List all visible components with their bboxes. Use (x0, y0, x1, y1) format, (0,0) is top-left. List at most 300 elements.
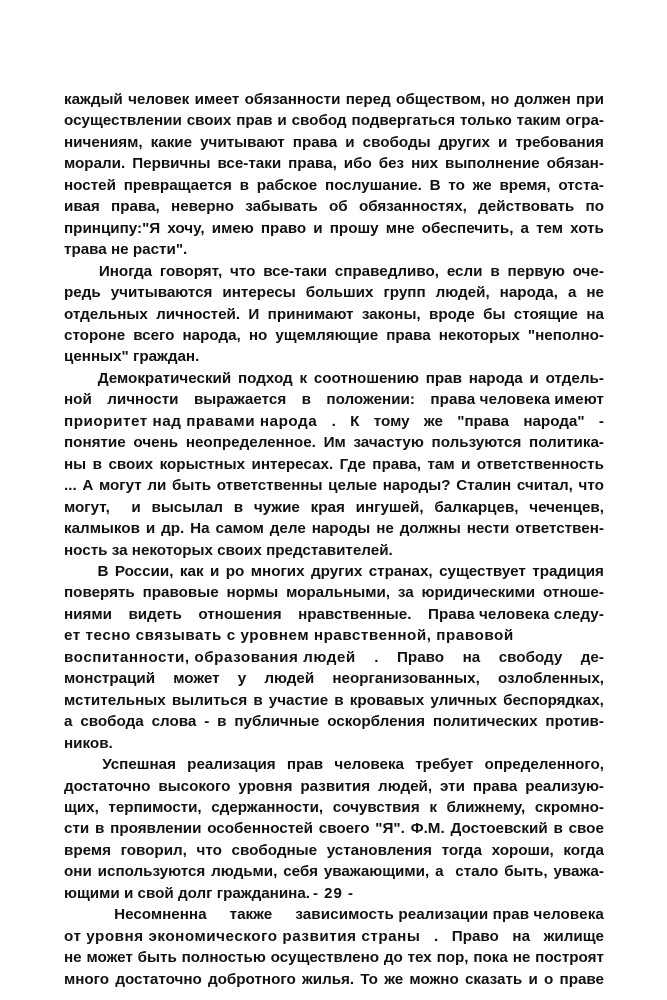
word: ностей (64, 176, 116, 194)
word: народы (311, 520, 371, 538)
word: России, (114, 562, 174, 580)
word: - (598, 412, 604, 430)
word: но (490, 91, 510, 108)
word: полностью (181, 949, 266, 967)
word: определенного, (484, 756, 604, 774)
word: и (497, 133, 508, 151)
word: установления (326, 841, 432, 859)
text-line (64, 861, 604, 882)
word: народа, (182, 326, 241, 344)
word: сти (64, 820, 90, 838)
word: до (383, 949, 403, 967)
word: прав (425, 369, 462, 387)
word: монстраций (64, 670, 156, 688)
word: жилья. (301, 970, 355, 988)
word: слова (151, 713, 197, 731)
word: обязан- (546, 155, 604, 173)
word: пор, (436, 949, 469, 967)
text-line (64, 540, 604, 561)
word: выполнение (445, 155, 540, 173)
word: осуществлено (270, 949, 380, 967)
word: сказать (464, 970, 523, 988)
word: ингушей, (355, 498, 424, 516)
word: зачастую (353, 434, 424, 452)
word: ценных" (64, 348, 129, 366)
word: все-таки (217, 155, 282, 173)
word: своих (217, 541, 262, 559)
word: при (576, 91, 604, 108)
word: корыстных (159, 455, 246, 473)
word: отста- (558, 176, 604, 194)
word: целые (328, 477, 378, 495)
word: др. (161, 520, 185, 538)
word: и (461, 455, 471, 473)
word: должен (514, 91, 571, 108)
word: политических (432, 713, 538, 731)
word: права (386, 326, 431, 344)
text-line (64, 239, 604, 260)
word: праве (559, 970, 604, 988)
text-line (64, 797, 604, 818)
text-line (64, 582, 604, 603)
word: народа" (523, 412, 585, 430)
word: оскорбления (327, 713, 425, 731)
word: народа (468, 369, 523, 387)
word: уважа- (553, 863, 604, 881)
word: интересы (222, 284, 296, 302)
text-line (64, 454, 604, 475)
word: личностей. (156, 305, 241, 323)
word: - (204, 713, 210, 731)
word: стало (455, 863, 499, 881)
word: сдержанности, (211, 798, 324, 816)
word: же (423, 412, 443, 430)
word: уличных (430, 691, 497, 709)
word: "неполно- (527, 326, 604, 344)
word: к (429, 798, 437, 816)
word: нормы (226, 584, 279, 602)
word: и (131, 498, 141, 516)
text-line (64, 754, 604, 775)
paragraph-indent (64, 368, 91, 389)
word: своих (186, 112, 232, 130)
word: свобод (291, 112, 347, 130)
word: трава (64, 241, 107, 259)
word: обществом, (396, 91, 486, 108)
text-line (64, 89, 604, 110)
word: видеть (128, 605, 182, 623)
page-number: - 29 - (312, 885, 354, 902)
word: К (350, 412, 360, 430)
word: что (578, 477, 604, 495)
word: могут (98, 477, 142, 495)
word: соотношению (313, 369, 419, 387)
word: мстительных (64, 691, 166, 709)
text-line (64, 818, 604, 839)
word: свободу (498, 648, 563, 666)
word: В (429, 176, 441, 194)
word: своего (318, 820, 370, 838)
word: публичные (234, 713, 320, 731)
word: тому (373, 412, 410, 430)
word: Несомненна (114, 906, 207, 924)
word: ро (225, 562, 245, 580)
text-line (64, 668, 604, 689)
word: в (217, 713, 227, 731)
word: ющими (64, 884, 120, 902)
word: тех (407, 949, 432, 967)
word: считал, (516, 477, 573, 495)
word: балкарцев, (434, 498, 519, 516)
word: права (292, 133, 338, 151)
word: за (397, 584, 414, 602)
word: огра- (565, 112, 604, 130)
word: ответственность (476, 455, 604, 473)
text-line (64, 261, 604, 282)
word: них (411, 155, 439, 173)
word: справедливо, (334, 262, 439, 280)
word: на (586, 305, 604, 323)
word: достаточно (64, 777, 151, 795)
word: странах, (368, 562, 433, 580)
word: не (64, 949, 82, 967)
text-line (64, 411, 604, 432)
word: должны (399, 520, 461, 538)
text-line (64, 346, 604, 367)
word: поверять (64, 584, 135, 602)
word: учитываются (110, 284, 213, 302)
word: отдель- (545, 369, 604, 387)
emphasis-text: Права человека следу- (427, 605, 604, 623)
word: человека (334, 756, 404, 774)
word: положении: (326, 391, 415, 409)
word: больших (305, 284, 374, 302)
emphasis-text: права человека имеют (430, 391, 604, 409)
emphasis-text: от уровня экономического развития страны (64, 927, 421, 945)
word: а (567, 284, 577, 302)
word: на (462, 648, 481, 666)
word: принимают (267, 305, 354, 323)
text-line (64, 175, 604, 196)
word: чужие (253, 498, 300, 516)
word: могут, (64, 498, 110, 516)
word: говорят, (159, 262, 223, 280)
word: А (82, 477, 94, 495)
word: не (586, 284, 604, 302)
word: свобода (80, 713, 144, 731)
word: На (190, 520, 210, 538)
text-line (64, 304, 604, 325)
word: что (196, 841, 222, 859)
word: скромно- (534, 798, 604, 816)
emphasis-text: зависимость реализации прав человека (295, 906, 604, 924)
paragraph (64, 904, 604, 990)
word: стоящие (513, 305, 579, 323)
word: и (313, 219, 323, 237)
word: Демократический (97, 369, 232, 387)
word: жилище (543, 927, 604, 945)
word: об (329, 198, 348, 216)
word: долг (178, 884, 213, 902)
word: самом (215, 520, 264, 538)
word: де- (580, 648, 604, 666)
word: То (360, 970, 378, 988)
word: тем (536, 219, 564, 237)
word: и (529, 369, 539, 387)
word: традиция (532, 562, 604, 580)
word: хочу, (167, 219, 205, 237)
word: много (64, 970, 110, 988)
word: тогда (441, 841, 482, 859)
word: всего (133, 326, 175, 344)
text-line (64, 561, 604, 582)
text-line (64, 604, 604, 625)
word: пока (473, 949, 508, 967)
word: других (438, 133, 490, 151)
word: время (64, 841, 111, 859)
word: юридическими (421, 584, 536, 602)
word: других (311, 562, 363, 580)
word: свое (568, 820, 604, 838)
word: не (111, 241, 129, 259)
word: без (378, 155, 405, 173)
word: правовые (142, 584, 219, 602)
word: беспорядках, (503, 691, 604, 709)
word: нравственные. (298, 605, 412, 623)
paragraph (64, 754, 604, 904)
word: о (544, 970, 554, 988)
word: существует (439, 562, 526, 580)
text-line (64, 475, 604, 496)
word: участие (268, 691, 329, 709)
word: подход (237, 369, 293, 387)
word: используются (97, 863, 206, 881)
word: людей, (378, 777, 433, 795)
text-line (64, 711, 604, 732)
paragraph-indent (64, 754, 91, 775)
word: людьми, (211, 863, 278, 881)
word: Сталин (456, 477, 512, 495)
text-line (64, 625, 604, 646)
word: подвергаться (351, 112, 456, 130)
word: и (528, 970, 538, 988)
word: нести (466, 520, 510, 538)
word: интересах. (251, 455, 334, 473)
word: В (97, 562, 109, 580)
word: отдельных (64, 305, 148, 323)
word: реализую- (525, 777, 604, 795)
text-line (64, 196, 604, 217)
word: хоть (570, 219, 604, 237)
word: все-таки (263, 262, 327, 280)
text-line (64, 840, 604, 861)
word: неверно (171, 198, 234, 216)
word: послушание. (325, 176, 422, 194)
word: народа, (499, 284, 558, 302)
word: можно (409, 970, 459, 988)
word: Право (451, 927, 499, 945)
word: "Я". (375, 820, 405, 838)
paragraph-indent (64, 904, 91, 925)
word: расти". (132, 241, 188, 259)
paragraph-indent (64, 561, 91, 582)
word: мне (385, 219, 415, 237)
word: а (64, 713, 73, 731)
word: высокого (158, 777, 231, 795)
word: свой (137, 884, 174, 902)
word: стороне (64, 326, 126, 344)
word: в (490, 262, 500, 280)
text-line (64, 904, 604, 925)
word: своих (108, 455, 154, 473)
page-text-block (64, 89, 604, 990)
word: же (472, 176, 492, 194)
text-line (64, 389, 604, 410)
word: ... (64, 477, 77, 495)
paragraph (64, 368, 604, 561)
word: что (230, 262, 256, 280)
word: обеспечить, (421, 219, 514, 237)
text-line (64, 110, 604, 131)
word: права, (372, 455, 421, 473)
word: неорганизованных, (332, 670, 480, 688)
word: имею (211, 219, 254, 237)
word: . (374, 648, 379, 666)
word: также (229, 906, 273, 924)
word: многих (250, 562, 305, 580)
emphasis-text: приоритет над правами народа (64, 412, 318, 430)
word: там (427, 455, 455, 473)
word: требует (415, 756, 474, 774)
paragraph-indent (64, 261, 91, 282)
text-line (64, 497, 604, 518)
word: против- (545, 713, 604, 731)
word: человек (128, 91, 190, 108)
word: свободные (231, 841, 318, 859)
word: достаточно (115, 970, 202, 988)
text-line (64, 153, 604, 174)
word: терпимости, (108, 798, 202, 816)
word: первую (507, 262, 565, 280)
word: Право (397, 648, 445, 666)
word: и (210, 562, 220, 580)
text-line (64, 132, 604, 153)
word: время, (499, 176, 551, 194)
word: кровавых (349, 691, 425, 709)
word: в (92, 455, 102, 473)
text-line (64, 218, 604, 239)
word: некоторых (438, 326, 520, 344)
word: личности (107, 391, 179, 409)
word: . (433, 927, 439, 945)
word: очень (133, 434, 179, 452)
word: морали. (64, 155, 126, 173)
word: граждан. (133, 348, 200, 366)
word: ниями (64, 605, 112, 623)
word: "права (457, 412, 509, 430)
word: добротного (207, 970, 296, 988)
word: неопределенное. (185, 434, 316, 452)
word: понятие (64, 434, 126, 452)
word: ответствен- (515, 520, 604, 538)
paragraph (64, 561, 604, 754)
word: права, (111, 198, 160, 216)
word: а (435, 863, 444, 881)
word: действовать (478, 198, 575, 216)
word: ущемляющие (275, 326, 379, 344)
word: обязанности (244, 91, 341, 108)
word: пользуются (431, 434, 522, 452)
word: ность (64, 541, 108, 559)
text-line (64, 282, 604, 303)
text-line (64, 969, 604, 990)
word: в (301, 391, 311, 409)
word: построят (535, 949, 604, 967)
word: гражданина. (216, 884, 311, 902)
word: проявлении (110, 820, 202, 838)
word: ничениям, (64, 133, 143, 151)
word: ны (64, 455, 87, 473)
word: вылиться (171, 691, 248, 709)
word: рабское (256, 176, 318, 194)
word: политика- (529, 434, 604, 452)
word: в (253, 691, 263, 709)
word: по (585, 198, 604, 216)
word: ближнему, (446, 798, 526, 816)
word: учитывают (200, 133, 285, 151)
word: деле (269, 520, 306, 538)
text-line (64, 947, 604, 968)
word: чеченцев, (529, 498, 604, 516)
word: калмыков (64, 520, 140, 538)
word: когда (563, 841, 604, 859)
word: сочувствия (332, 798, 420, 816)
word: реализация (187, 756, 276, 774)
word: выражается (193, 391, 287, 409)
word: за (111, 541, 128, 559)
word: перед (345, 91, 391, 108)
text-line (64, 776, 604, 797)
word: и (277, 112, 287, 130)
word: Ф.М. (410, 820, 445, 838)
word: эти (439, 777, 465, 795)
word: принципу:"Я (64, 219, 161, 237)
word: щих, (64, 798, 99, 816)
word: в (334, 691, 344, 709)
word: ивая (64, 198, 100, 216)
word: быть (171, 477, 212, 495)
word: уважающими, (323, 863, 430, 881)
word: как (179, 562, 204, 580)
word: моральными, (286, 584, 391, 602)
word: и (123, 884, 134, 902)
word: уровня (238, 777, 293, 795)
word: право (260, 219, 307, 237)
word: в (239, 176, 249, 194)
text-line (64, 733, 604, 754)
word: каждый (64, 91, 123, 108)
word: отношения (198, 605, 282, 623)
text-line (64, 926, 604, 947)
word: может (86, 949, 133, 967)
word: и (345, 133, 355, 151)
word: Им (323, 434, 346, 452)
word: говорил, (120, 841, 187, 859)
word: себя (283, 863, 318, 881)
word: прошу (329, 219, 379, 237)
word: высылал (151, 498, 223, 516)
word: обязанностях, (358, 198, 467, 216)
